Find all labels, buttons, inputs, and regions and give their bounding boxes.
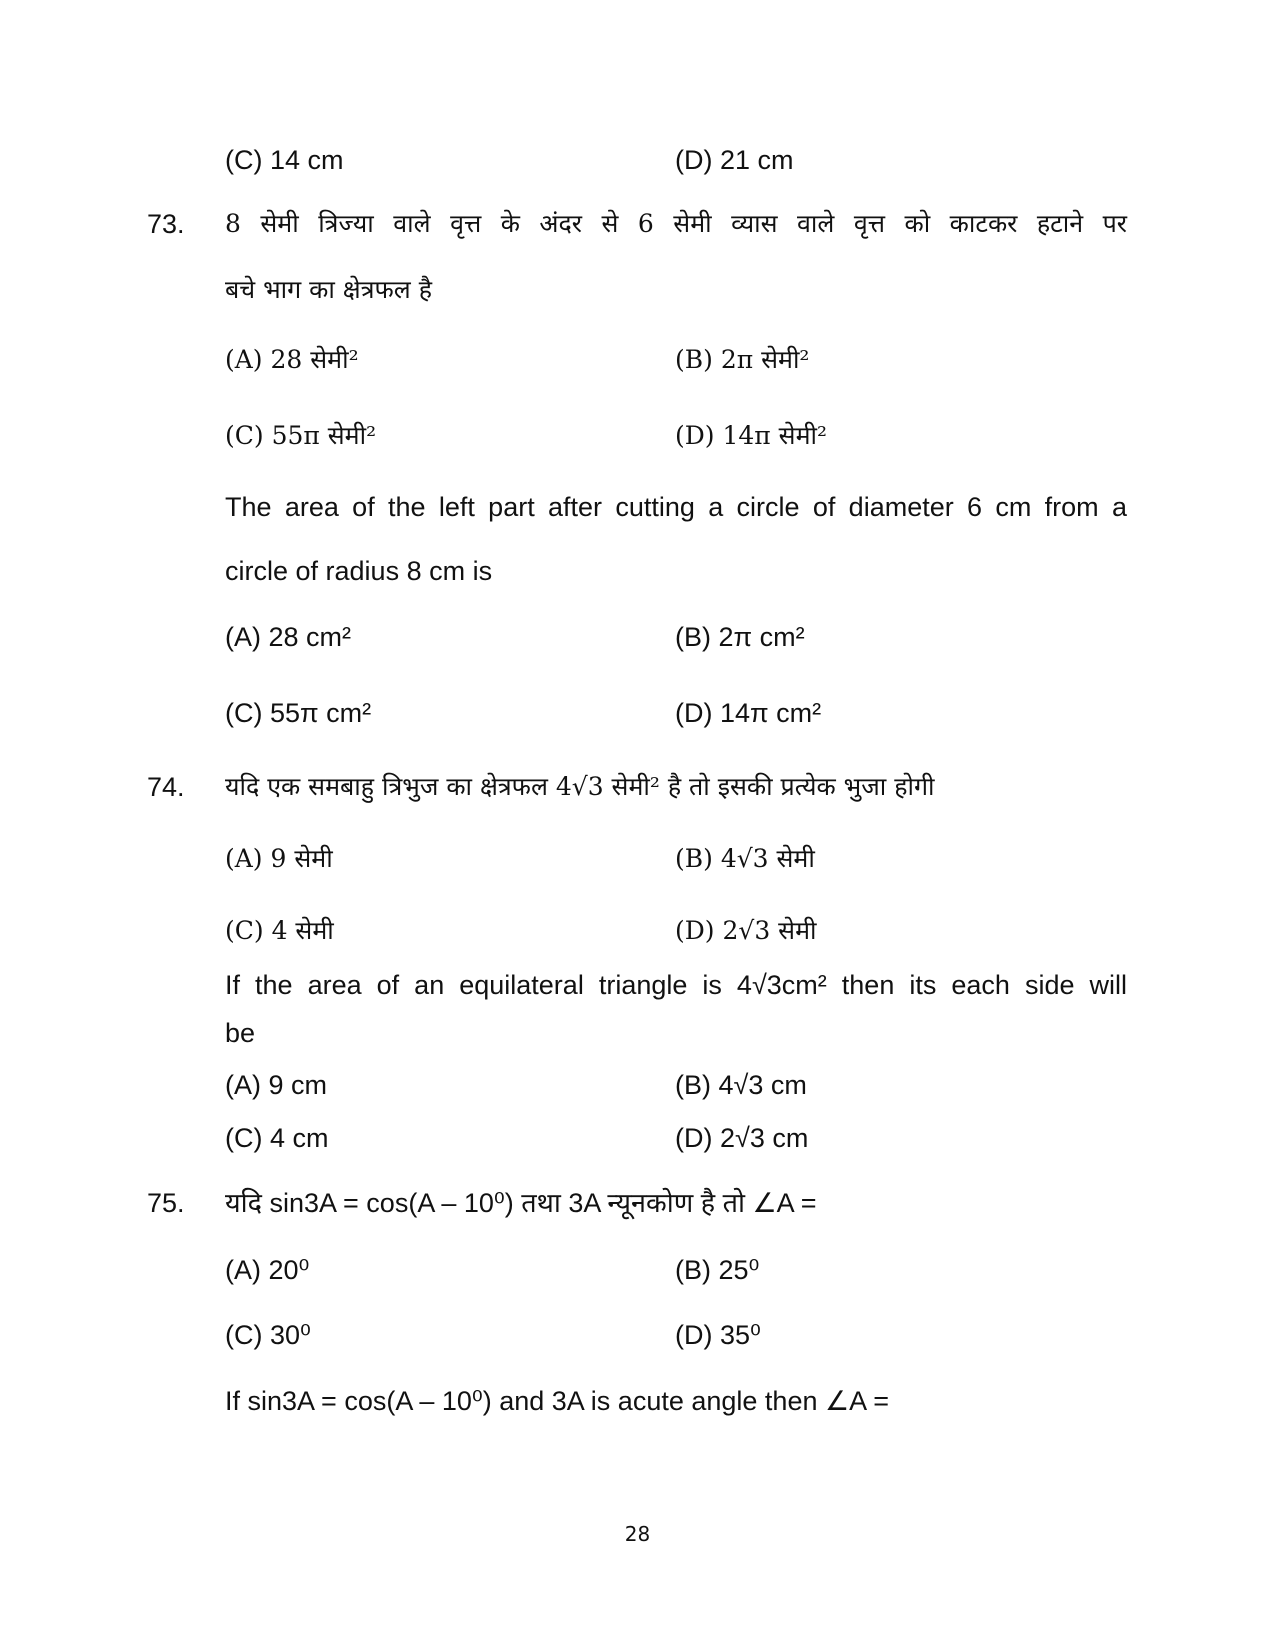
q73-hindi-option-c: (C) 55π सेमी² [225,421,377,450]
q75-option-b: (B) 25⁰ [675,1255,760,1285]
q74-hindi-option-b: (B) 4√3 सेमी [675,844,815,873]
q73-english-text-line1: The area of the left part after cutting a circle of diameter 6 cm from a [225,492,1127,522]
q73-hindi-option-b: (B) 2π सेमी² [675,345,810,374]
question-number-75: 75. [147,1188,185,1218]
question-number-73: 73. [147,209,185,239]
q75-hindi-text: यदि sin3A = cos(A – 10⁰) तथा 3A न्यूनकोण है तो ∠A = [225,1188,817,1218]
q73-hindi-option-a: (A) 28 सेमी² [225,345,359,374]
q72-option-d: (D) 21 cm [675,145,794,175]
q74-english-text-line2: be [225,1018,256,1048]
q74-hindi-option-a: (A) 9 सेमी [225,844,333,873]
q73-english-option-b: (B) 2π cm² [675,622,805,652]
q74-hindi-option-d: (D) 2√3 सेमी [675,916,817,945]
q73-english-option-a: (A) 28 cm² [225,622,352,652]
q73-english-text-line2: circle of radius 8 cm is [225,556,493,586]
q72-option-c: (C) 14 cm [225,145,344,175]
q75-english-text: If sin3A = cos(A – 10⁰) and 3A is acute angle then ∠A = [225,1386,889,1416]
q74-hindi-text: यदि एक समबाहु त्रिभुज का क्षेत्रफल 4√3 सेमी² है तो इसकी प्रत्येक भुजा होगी [225,772,935,801]
q73-english-option-d: (D) 14π cm² [675,698,822,728]
q74-english-option-a: (A) 9 cm [225,1070,328,1100]
q73-hindi-text-line1: 8 सेमी त्रिज्या वाले वृत्त के अंदर से 6 सेमी व्यास वाले वृत्त को काटकर हटाने पर [225,209,1127,238]
q75-option-a: (A) 20⁰ [225,1255,310,1285]
question-number-74: 74. [147,772,185,802]
q74-english-option-c: (C) 4 cm [225,1123,329,1153]
q73-english-option-c: (C) 55π cm² [225,698,372,728]
q73-hindi-text-line2: बचे भाग का क्षेत्रफल है [225,275,432,304]
q74-english-text-line1: If the area of an equilateral triangle is 4√3cm² then its each side will [225,970,1127,1000]
q73-hindi-option-d: (D) 14π सेमी² [675,421,828,450]
q75-option-d: (D) 35⁰ [675,1320,761,1350]
q75-option-c: (C) 30⁰ [225,1320,311,1350]
q74-english-option-b: (B) 4√3 cm [675,1070,807,1100]
q74-english-option-d: (D) 2√3 cm [675,1123,809,1153]
q74-hindi-option-c: (C) 4 सेमी [225,916,334,945]
page-number: 28 [624,1522,651,1546]
